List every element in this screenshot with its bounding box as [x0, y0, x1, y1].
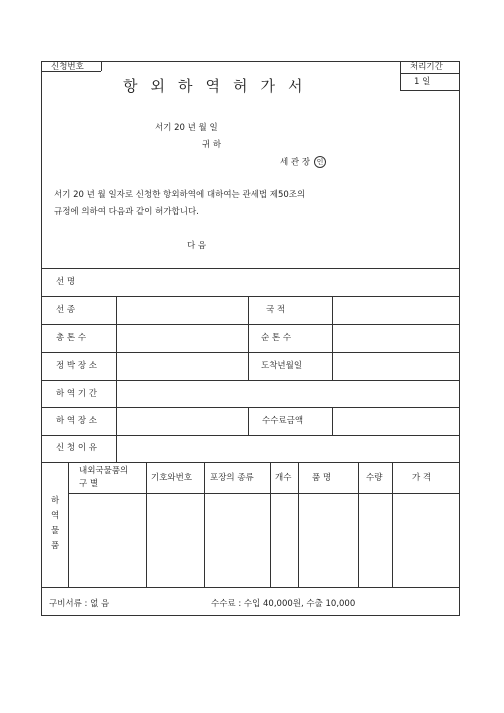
fee-amount-label: 수수료금액 — [262, 416, 304, 426]
col-line — [248, 407, 249, 435]
col-line — [248, 296, 249, 380]
gross-tonnage-label: 총 톤 수 — [56, 333, 87, 343]
issue-date-line: 서기 20 년 월 일 — [155, 123, 218, 133]
processing-period-value: 1 일 — [414, 77, 431, 87]
body-text-line-1: 서기 20 년 월 일자로 신청한 항외하역에 대하여는 관세법 제50조의 — [54, 190, 306, 200]
arrival-date-label: 도착년월일 — [261, 361, 303, 371]
col-line — [332, 296, 333, 380]
row-line — [41, 324, 460, 325]
processing-box-line — [400, 73, 460, 74]
reason-label: 신 청 이 유 — [56, 443, 97, 453]
processing-period-label: 처리기간 — [410, 62, 443, 72]
col-line — [68, 462, 69, 587]
recipient-line: 귀 하 — [202, 140, 222, 150]
processing-box-line — [400, 61, 401, 91]
unloading-location-label: 하 역 장 소 — [56, 416, 97, 426]
unloading-period-label: 하 역 기 간 — [56, 389, 97, 399]
form-frame — [41, 61, 460, 616]
col-line — [358, 462, 359, 587]
row-line — [41, 407, 460, 408]
row-line — [41, 587, 460, 588]
row-line — [41, 462, 460, 463]
goods-side-char: 역 — [51, 511, 60, 521]
goods-package-header: 포장의 종류 — [210, 473, 254, 483]
processing-box-line — [400, 90, 460, 91]
fee-note: 수수료 : 수입 40,000원, 수출 10,000 — [211, 599, 356, 609]
goods-side-char: 물 — [51, 526, 60, 536]
ship-name-label: 선 명 — [56, 277, 76, 287]
anchorage-label: 정 박 장 소 — [56, 361, 97, 371]
required-documents-note: 구비서류 : 없 음 — [49, 599, 110, 609]
net-tonnage-label: 순 톤 수 — [261, 333, 292, 343]
goods-qty-header: 수량 — [366, 473, 383, 483]
goods-count-header: 개수 — [275, 473, 292, 483]
issuer-line — [280, 156, 326, 168]
body-text-line-2: 규정에 의하여 다음과 같이 허가합니다. — [54, 207, 199, 217]
goods-side-char: 하 — [51, 496, 60, 506]
goods-origin-header-2: 구 별 — [79, 479, 99, 489]
row-line — [41, 268, 460, 269]
col-line — [116, 296, 117, 462]
application-number-label: 신청번호 — [51, 62, 84, 72]
row-line — [41, 435, 460, 436]
document-title: 항외하역허가서 — [123, 77, 316, 95]
col-line — [204, 462, 205, 587]
col-line — [298, 462, 299, 587]
col-line — [392, 462, 393, 587]
goods-marks-header: 기호와번호 — [151, 473, 193, 483]
goods-origin-header-1: 내외국물품의 — [79, 466, 129, 476]
goods-side-char: 품 — [51, 541, 60, 551]
issuer-title: 세 관 장 — [280, 157, 311, 168]
nationality-label: 국 적 — [266, 305, 286, 315]
row-line — [41, 352, 460, 353]
app-no-box-line — [101, 61, 102, 71]
row-line — [41, 296, 460, 297]
goods-name-header: 품 명 — [312, 473, 332, 483]
section-heading: 다 음 — [187, 241, 207, 251]
col-line — [270, 462, 271, 587]
col-line — [332, 407, 333, 435]
row-line — [68, 493, 460, 494]
seal-mark: 인 — [314, 156, 326, 168]
row-line — [41, 380, 460, 381]
ship-type-label: 선 종 — [56, 305, 76, 315]
col-line — [146, 462, 147, 587]
goods-price-header: 가 격 — [412, 473, 432, 483]
